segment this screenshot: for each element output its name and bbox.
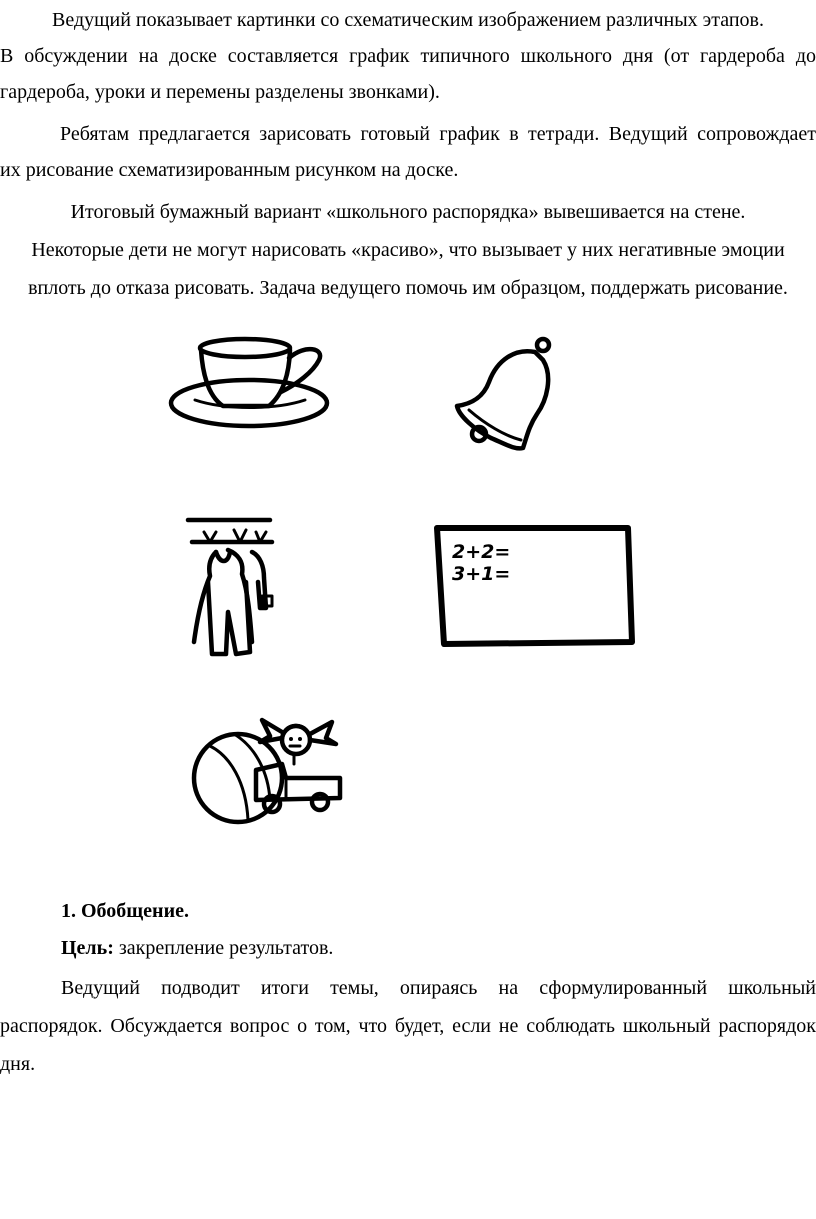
- section-heading-text: 1. Обобщение.: [61, 900, 189, 922]
- goal-label: Цель:: [61, 937, 114, 959]
- chalkboard-icon: [432, 522, 637, 650]
- p2-line1: Ребятам предлагается зарисовать готовый график в тетради. Ведущий сопровождает: [60, 123, 816, 145]
- toys-icon: [190, 712, 350, 827]
- p1-line2: В обсуждении на доске составляется график типичного школьного дня (от гардероба до: [0, 45, 816, 67]
- p3-line1: Итоговый бумажный вариант «школьного распорядка» вывешивается на стене.: [70, 201, 746, 223]
- p3-line3: вплоть до отказа рисовать. Задача ведущего помочь им образцом, поддержать рисование.: [28, 277, 788, 299]
- bell-icon: [445, 330, 565, 455]
- board-expression-1: 2+2=: [452, 541, 511, 563]
- section-heading: [61, 893, 761, 929]
- cup-saucer-icon: [165, 330, 345, 440]
- summary-line2: распорядок. Обсуждается вопрос о том, что будет, если не соблюдать школьный распорядок: [0, 1015, 816, 1037]
- p2-line2: их рисование схематизированным рисунком на доске.: [0, 159, 459, 181]
- goal-line: [61, 930, 761, 966]
- p1-line3: гардероба, уроки и перемены разделены звонками).: [0, 81, 440, 103]
- summary-line3: дня.: [0, 1053, 36, 1075]
- summary-line1: Ведущий подводит итоги темы, опираясь на сформулированный школьный: [61, 977, 816, 999]
- goal-text: закрепление результатов.: [113, 937, 334, 959]
- p1-line1: Ведущий показывает картинки со схематическим изображением различных этапов.: [51, 9, 764, 31]
- p3-line2: Некоторые дети не могут нарисовать «красиво», что вызывает у них негативные эмоции: [31, 239, 785, 261]
- coat-rack-icon: [180, 512, 280, 662]
- board-expression-2: 3+1=: [452, 563, 511, 585]
